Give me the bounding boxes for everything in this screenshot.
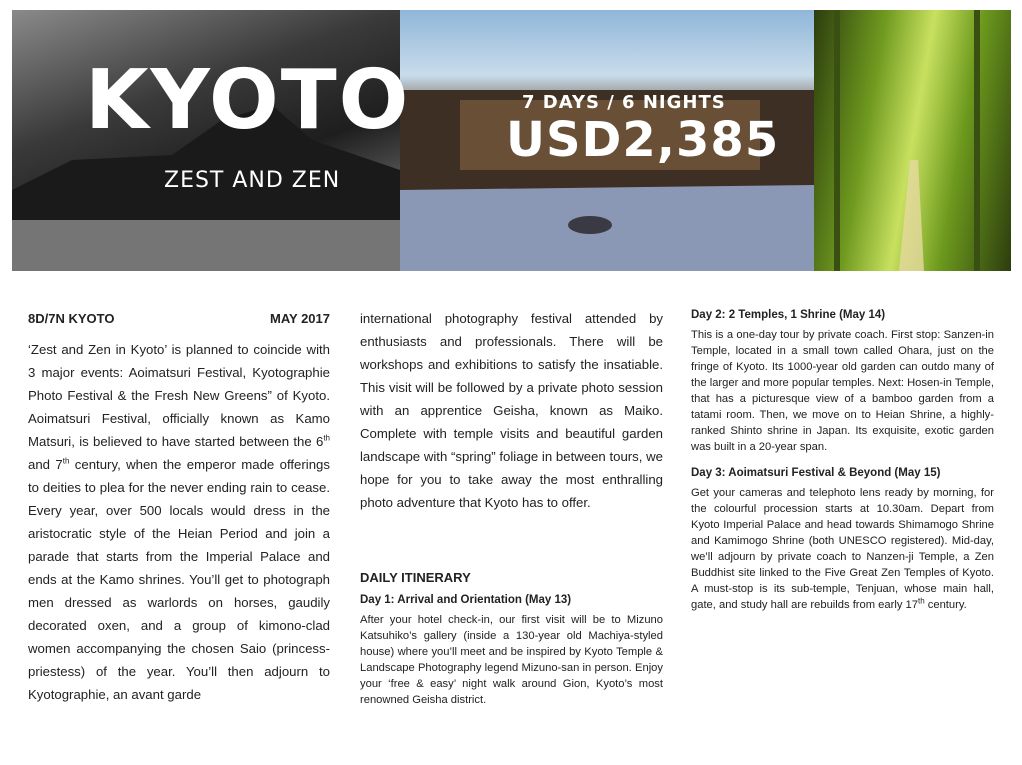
intro-header (28, 307, 330, 330)
itinerary-heading: DAILY ITINERARY (360, 570, 471, 585)
itinerary-right-column (691, 307, 994, 613)
intro-column (28, 307, 330, 706)
day3-title: Day 3: Aoimatsuri Festival & Beyond (May 15) (691, 467, 941, 479)
trip-code: 8D/7N KYOTO (28, 311, 115, 326)
trip-price: USD2,385 (506, 112, 780, 168)
day2-text: This is a one-day tour by private coach. First stop: Sanzen-in Temple, located in a small town called Ohara, just on the fringe of Kyoto. Its 1000-year old garden can outdo many of the larger and more popular temples. Next: Hosen-in Temple, that has a picturesque view of a bamboo garden from a tatami room. Then, we move on to Heian Shrine, a highly-ranked Shinto shrine in Japan. Its exquisite, exotic garden was built in a 20-year span. (691, 329, 994, 453)
trip-date: MAY 2017 (270, 311, 330, 326)
day1-title: Day 1: Arrival and Orientation (May 13) (360, 594, 572, 606)
day2-title: Day 2: 2 Temples, 1 Shrine (May 14) (691, 309, 886, 321)
banner-title: KYOTO (85, 53, 411, 148)
intro-paragraph: ‘Zest and Zen in Kyoto’ is planned to coincide with 3 major events: Aoimatsuri Festival, Kyotographie Photo Festival & the Fresh New Greens” of Kyoto. Aoimatsuri Festival, officially known as Kamo Matsuri, is believed to have started between the 6th and 7th century, when the emperor made offerings to deities to plea for the never ending rain to cease. Every year, over 500 locals would dress in the aristocratic style of the Heian Period and join a parade that starts from the Imperial Palace and ends at the Kamo shrines. You’ll get to photograph men dressed as warlords on horses, gaudily decorated oxen, and a group of kimono-clad women accompanying the chosen Saio (princess-priestess) of the year. You’ll then adjourn to Kyotographie, an avant garde (28, 342, 330, 702)
banner-subtitle: ZEST AND ZEN (164, 168, 341, 193)
bamboo-path-silhouette (814, 10, 1011, 271)
intro-continued-column (360, 307, 663, 514)
day1-text: After your hotel check-in, our first visit will be to Mizuno Katsuhiko’s gallery (inside a 130-year old Machiya-styled house) where you’ll meet and be inspired by Kyoto Temple & Landscape Photography legend Mizuno-san in person. Enjoy your ‘free & easy’ night walk around Gion, Kyoto’s most renowned Geisha district. (360, 614, 663, 706)
intro-continued-paragraph: international photography festival attended by enthusiasts and professionals. There will be workshops and exhibitions to satisfy the insatiable. This visit will be followed by a private photo session with an apprentice Geisha, known as Maiko. Complete with temple visits and beautiful garden landscape with “spring” foliage in between tours, we hope for you to take away the most enthralling photo adventure that Kyoto has to offer. (360, 311, 663, 510)
day3-text: Get your cameras and telephoto lens ready by morning, for the colourful procession starts at 10.30am. Depart from Kyoto Imperial Palace and head towards Shimamogo Shrine and Kamimogo Shrine (both UNESCO registered). Mid-day, we’ll adjourn by private coach to Nanzen-ji Temple, a Zen Buddhist site linked to the Five Great Zen Temples of Kyoto. A must-stop is its sub-temple, Tenjuan, whose main hall, gate, and study hall are rebuilds from early 17th century. (691, 487, 994, 611)
itinerary-column (360, 570, 663, 708)
bamboo-grove-photo (814, 10, 1011, 271)
trip-duration: 7 DAYS / 6 NIGHTS (522, 92, 726, 113)
